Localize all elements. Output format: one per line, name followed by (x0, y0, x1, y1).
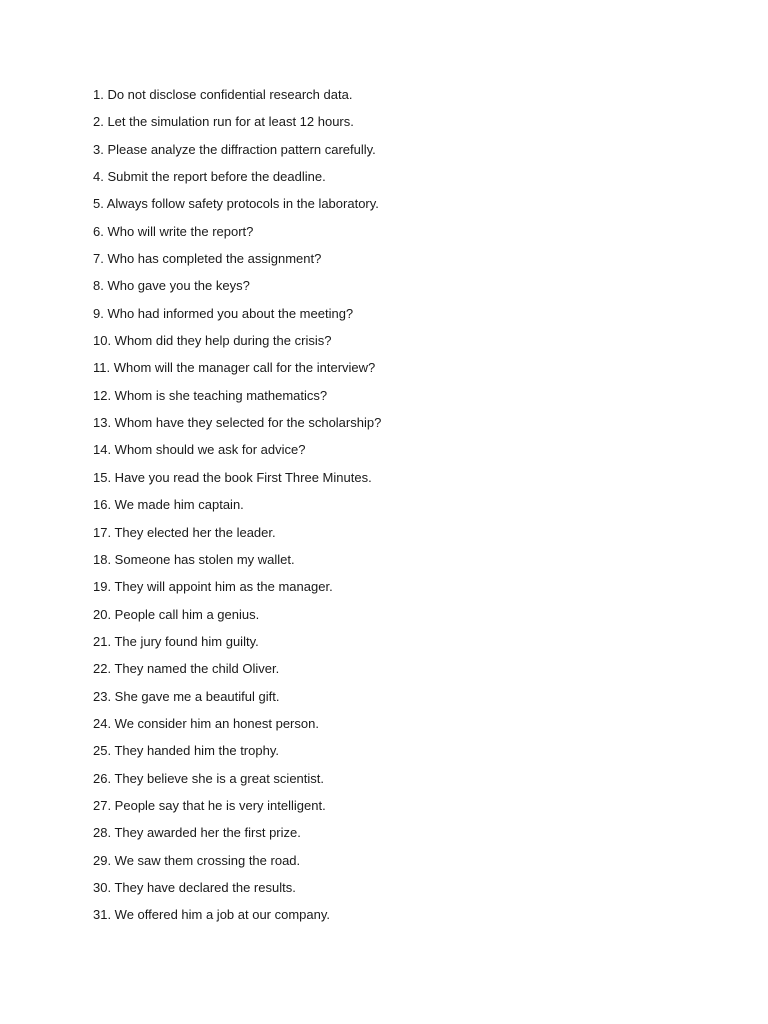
sentence-item: 15. Have you read the book First Three Minutes. (93, 469, 372, 485)
sentence-item: 30. They have declared the results. (93, 879, 296, 895)
sentence-item: 18. Someone has stolen my wallet. (93, 551, 295, 567)
sentence-item: 28. They awarded her the first prize. (93, 825, 301, 841)
sentence-item: 6. Who will write the report? (93, 223, 254, 239)
sentence-item: 22. They named the child Oliver. (93, 661, 280, 677)
sentence-item: 13. Whom have they selected for the scholarship? (93, 415, 382, 431)
sentence-item: 9. Who had informed you about the meeting? (93, 305, 354, 321)
sentence-item: 2. Let the simulation run for at least 12 hours. (93, 114, 354, 130)
sentence-item: 1. Do not disclose confidential research data. (93, 87, 353, 102)
sentence-item: 29. We saw them crossing the road. (93, 852, 301, 868)
sentence-item: 20. People call him a genius. (93, 606, 260, 622)
sentence-item: 25. They handed him the trophy. (93, 743, 279, 759)
sentence-item: 8. Who gave you the keys? (93, 278, 250, 294)
sentence-item: 11. Whom will the manager call for the interview? (93, 360, 376, 376)
sentence-item: 4. Submit the report before the deadline. (93, 169, 326, 185)
sentence-item: 3. Please analyze the diffraction pattern carefully. (93, 141, 376, 157)
sentence-item: 5. Always follow safety protocols in the laboratory. (93, 196, 379, 212)
sentence-item: 26. They believe she is a great scientist. (93, 770, 324, 786)
sentence-item: 16. We made him captain. (93, 497, 244, 513)
sentence-item: 27. People say that he is very intelligent. (93, 797, 326, 813)
sentence-item: 7. Who has completed the assignment? (93, 251, 322, 267)
sentence-list (93, 85, 381, 933)
sentence-item: 17. They elected her the leader. (93, 524, 276, 540)
sentence-item: 14. Whom should we ask for advice? (93, 442, 306, 458)
sentence-item: 23. She gave me a beautiful gift. (93, 688, 280, 704)
sentence-item: 19. They will appoint him as the manager. (93, 579, 333, 595)
sentence-item: 10. Whom did they help during the crisis? (93, 333, 332, 349)
sentence-item: 12. Whom is she teaching mathematics? (93, 387, 328, 403)
sentence-item: 21. The jury found him guilty. (93, 633, 259, 649)
sentence-item: 24. We consider him an honest person. (93, 715, 319, 731)
sentence-item: 31. We offered him a job at our company. (93, 907, 331, 923)
